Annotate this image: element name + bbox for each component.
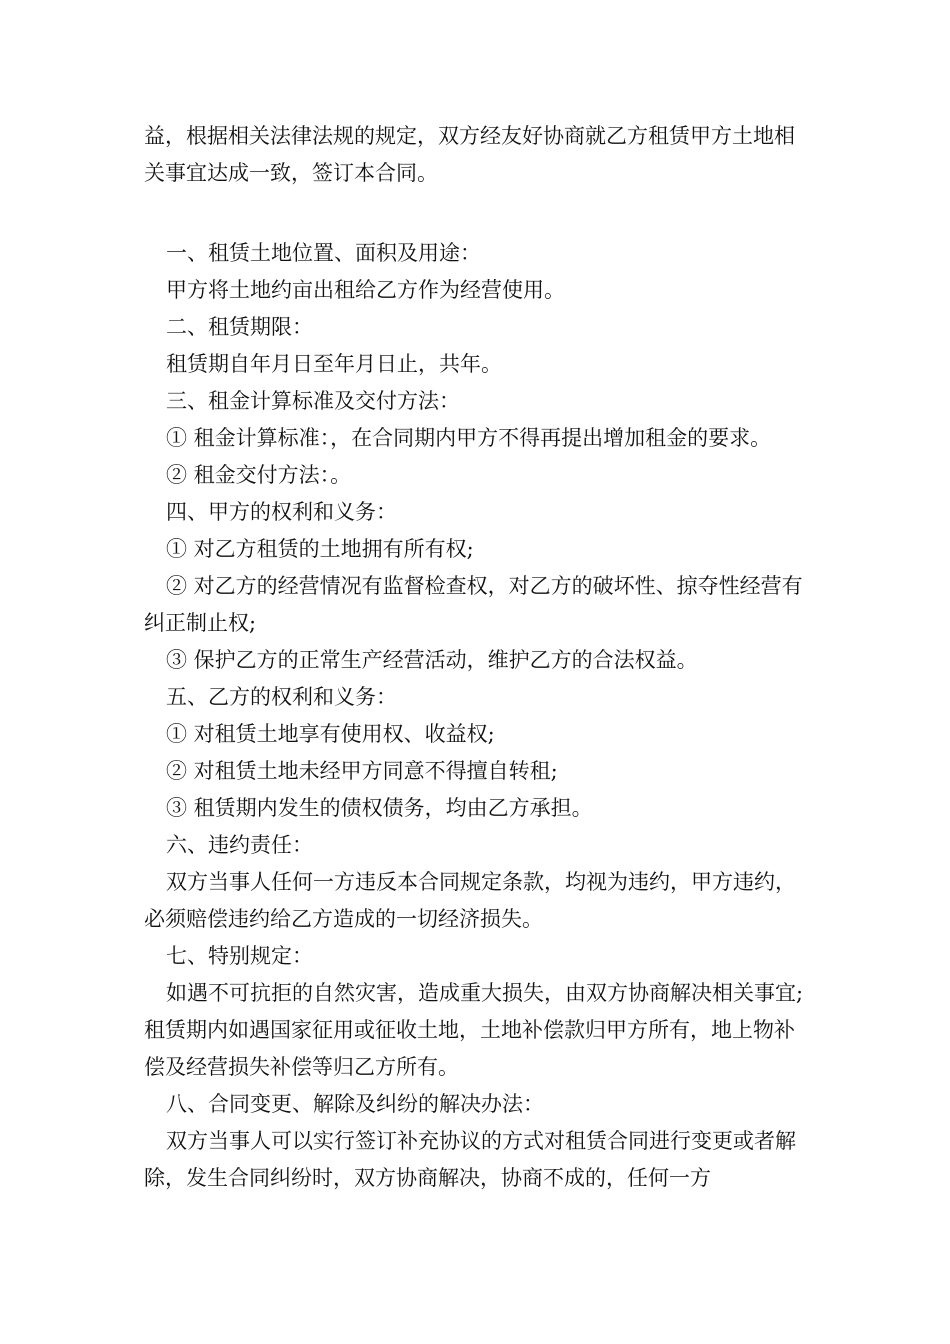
section-4-paragraph-1: ① 对乙方租赁的土地拥有所有权;: [166, 537, 474, 561]
section-7-paragraph-1: 如遇不可抗拒的自然灾害，造成重大损失，由双方协商解决相关事宜;租赁期内如遇国家征用或征收土地，土地补偿款归甲方所有，地上物补偿及经营损失补偿等归乙方所有。: [144, 981, 804, 1079]
section-2-heading: 二、租赁期限：: [166, 315, 313, 339]
section-6-paragraph-1: 双方当事人任何一方违反本合同规定条款，均视为违约，甲方违约，必须赔偿违约给乙方造成的一切经济损失。: [144, 870, 796, 931]
section-4-heading: 四、甲方的权利和义务：: [166, 500, 397, 524]
intro-paragraph: 益，根据相关法律法规的规定，双方经友好协商就乙方租赁甲方土地相关事宜达成一致，签订本合同。: [144, 124, 795, 185]
document-body: [144, 118, 814, 1197]
section-5-paragraph-1: ① 对租赁土地享有使用权、收益权;: [166, 722, 495, 746]
section-5-paragraph-3: ③ 租赁期内发生的债权债务，均由乙方承担。: [166, 796, 593, 820]
section-3-heading: 三、租金计算标准及交付方法：: [166, 389, 460, 413]
section-7-heading: 七、特别规定：: [166, 944, 313, 968]
section-8-heading: 八、合同变更、解除及纠纷的解决办法：: [166, 1092, 544, 1116]
paragraph-gap: [144, 192, 814, 235]
section-5-paragraph-2: ② 对租赁土地未经甲方同意不得擅自转租;: [166, 759, 558, 783]
section-8-paragraph-1: 双方当事人可以实行签订补充协议的方式对租赁合同进行变更或者解除，发生合同纠纷时，双方协商解决，协商不成的，任何一方: [144, 1129, 796, 1190]
section-5-heading: 五、乙方的权利和义务：: [166, 685, 397, 709]
section-1-heading: 一、租赁土地位置、面积及用途：: [166, 241, 481, 265]
section-1-paragraph-1: 甲方将土地约亩出租给乙方作为经营使用。: [166, 278, 565, 302]
section-4-paragraph-3: ③ 保护乙方的正常生产经营活动，维护乙方的合法权益。: [166, 648, 698, 672]
section-4-paragraph-2: ② 对乙方的经营情况有监督检查权，对乙方的破坏性、掠夺性经营有纠正制止权;: [144, 574, 803, 635]
section-3-paragraph-1: ① 租金计算标准：，在合同期内甲方不得再提出增加租金的要求。: [166, 426, 772, 450]
section-3-paragraph-2: ② 租金交付方法：。: [166, 463, 352, 487]
section-2-paragraph-1: 租赁期自年月日至年月日止，共年。: [166, 352, 502, 376]
section-6-heading: 六、违约责任：: [166, 833, 313, 857]
